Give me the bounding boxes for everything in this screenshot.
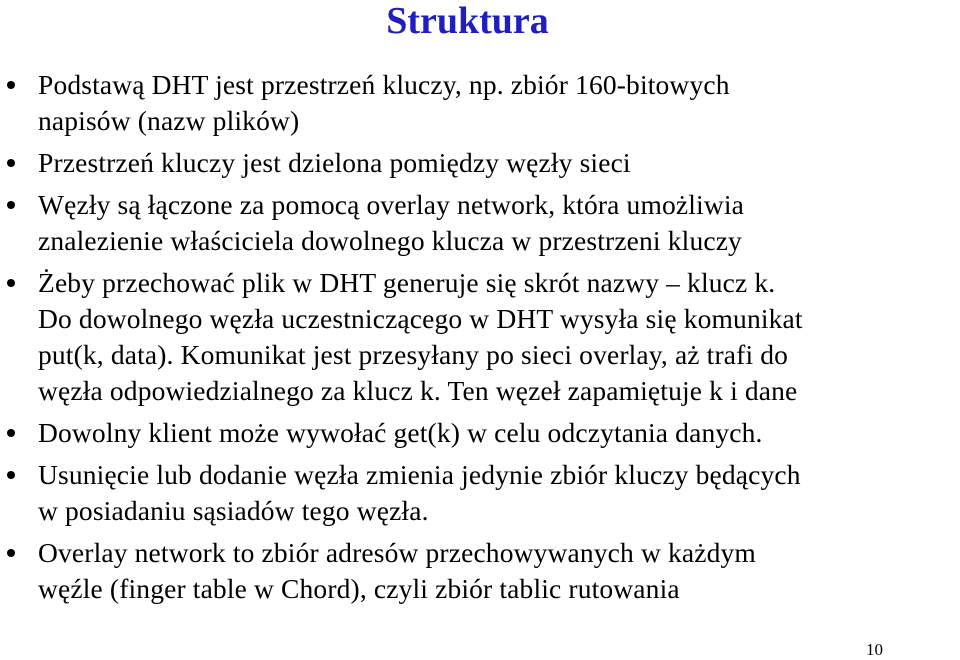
bullet-point-icon bbox=[7, 549, 15, 557]
bullet-line: Do dowolnego węzła uczestniczącego w DHT wysyła się komunikat bbox=[38, 303, 803, 334]
bullet-line: put(k, data). Komunikat jest przesyłany po sieci overlay, aż trafi do bbox=[38, 339, 789, 370]
bullet-line: napisów (nazw plików) bbox=[38, 105, 300, 136]
bullet-line: Żeby przechować plik w DHT generuje się skrót nazwy – klucz k. bbox=[38, 267, 776, 298]
bullet-line: węźle (finger table w Chord), czyli zbiór tablic rutowania bbox=[38, 573, 680, 604]
bullet-line: znalezienie właściciela dowolnego klucza w przestrzeni kluczy bbox=[38, 225, 742, 256]
bullet-item bbox=[0, 457, 960, 529]
bullet-line: Węzły są łączone za pomocą overlay network, która umożliwia bbox=[38, 189, 744, 220]
bullet-point-icon bbox=[7, 159, 15, 167]
bullet-item bbox=[0, 415, 960, 451]
bullet-point-icon bbox=[7, 429, 15, 437]
bullet-point-icon bbox=[7, 201, 15, 209]
bullet-line: Dowolny klient może wywołać get(k) w celu odczytania danych. bbox=[38, 417, 763, 448]
bullet-line: Usunięcie lub dodanie węzła zmienia jedynie zbiór kluczy będących bbox=[38, 459, 801, 490]
bullet-item bbox=[0, 67, 960, 139]
bullet-list bbox=[0, 67, 960, 613]
bullet-line: Overlay network to zbiór adresów przechowywanych w każdym bbox=[38, 537, 756, 568]
bullet-point-icon bbox=[7, 279, 15, 287]
bullet-item bbox=[0, 265, 960, 409]
bullet-point-icon bbox=[7, 471, 15, 479]
bullet-item bbox=[0, 145, 960, 181]
bullet-point-icon bbox=[7, 81, 15, 89]
bullet-item bbox=[0, 187, 960, 259]
bullet-line: Przestrzeń kluczy jest dzielona pomiędzy węzły sieci bbox=[38, 147, 631, 178]
slide-title: Struktura bbox=[386, 0, 549, 42]
bullet-line: węzła odpowiedzialnego za klucz k. Ten węzeł zapamiętuje k i dane bbox=[38, 375, 798, 406]
bullet-line: Podstawą DHT jest przestrzeń kluczy, np. zbiór 160-bitowych bbox=[38, 69, 730, 100]
bullet-line: w posiadaniu sąsiadów tego węzła. bbox=[38, 495, 429, 526]
page-number: 10 bbox=[866, 640, 883, 659]
bullet-item bbox=[0, 535, 960, 607]
